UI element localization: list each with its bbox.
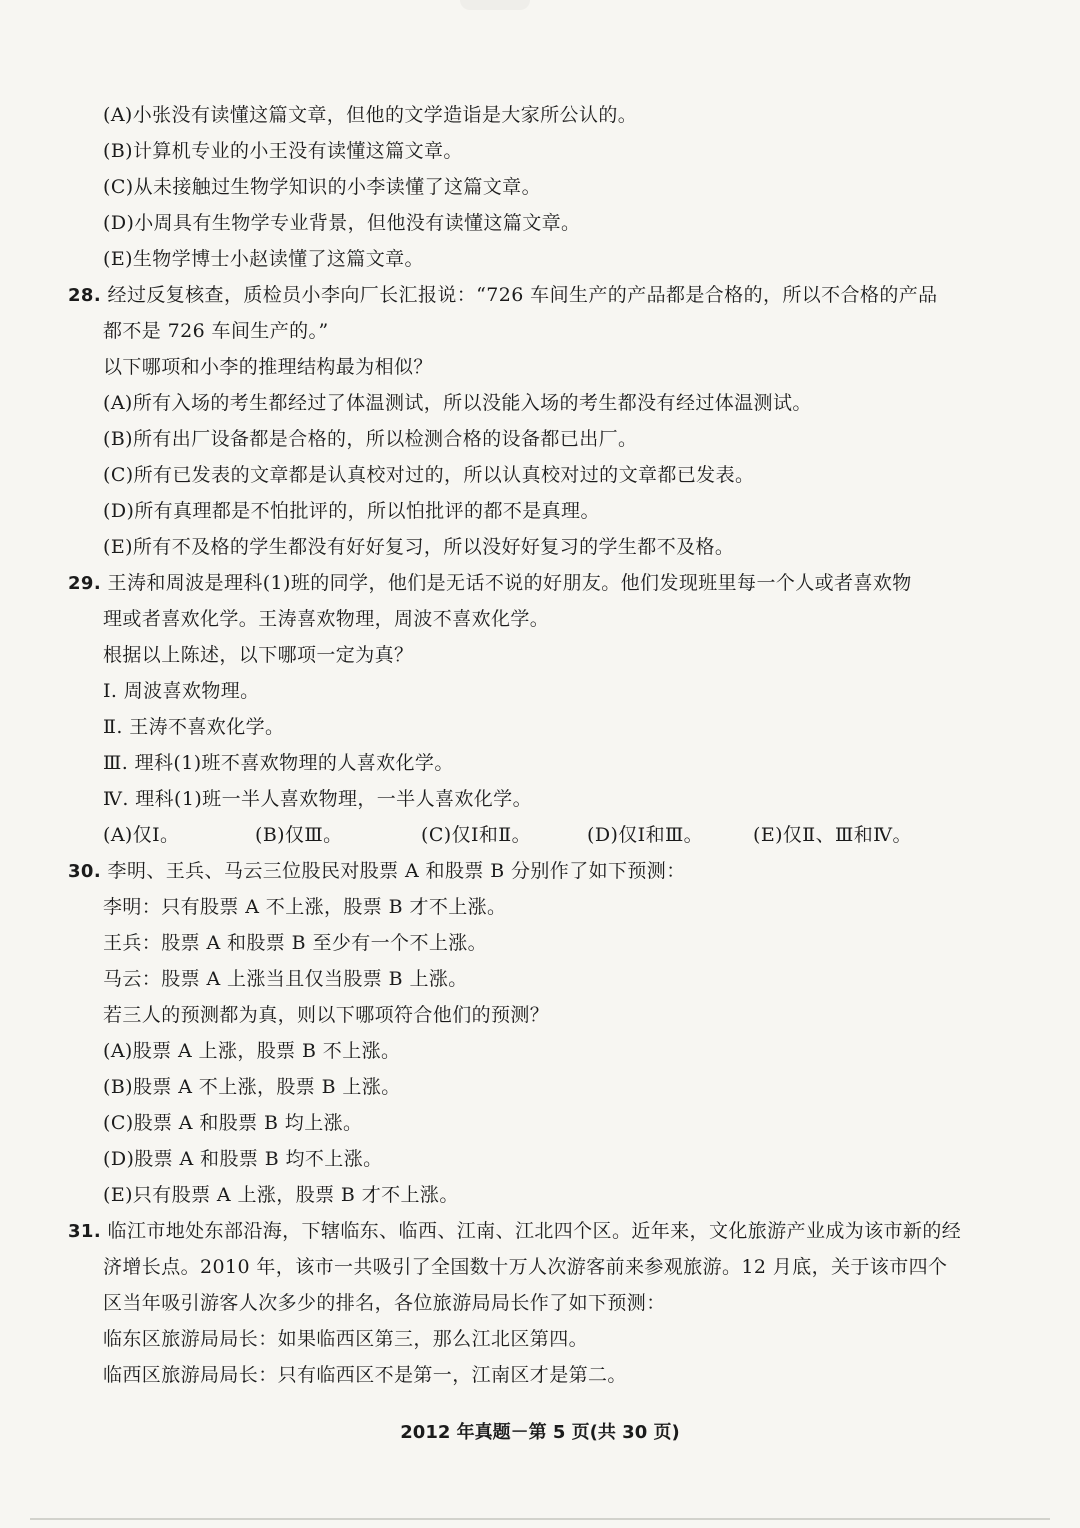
q30-option-d: (D)股票 A 和股票 B 均不上涨。 [103,1148,383,1170]
scan-smudge [460,0,530,10]
q29-stem-line-2: 理或者喜欢化学。王涛喜欢物理，周波不喜欢化学。 [103,608,550,630]
q30-prediction-2: 王兵：股票 A 和股票 B 至少有一个不上涨。 [103,932,488,954]
q28-option-c: (C)所有已发表的文章都是认真校对过的，所以认真校对过的文章都已发表。 [103,464,755,486]
q30-question: 若三人的预测都为真，则以下哪项符合他们的预测？ [103,1004,550,1026]
q30-option-e: (E)只有股票 A 上涨，股票 B 才不上涨。 [103,1184,459,1206]
q28-option-d: (D)所有真理都是不怕批评的，所以怕批评的都不是真理。 [103,500,600,522]
q31-prediction-1: 临东区旅游局局长：如果临西区第三，那么江北区第四。 [103,1328,589,1350]
q28-option-b: (B)所有出厂设备都是合格的，所以检测合格的设备都已出厂。 [103,428,638,450]
q31-stem-line-2: 济增长点。2010 年，该市一共吸引了全国数十万人次游客前来参观旅游。12 月底，关于该市四个 [103,1256,948,1278]
q28-question: 以下哪项和小李的推理结构最为相似？ [103,356,433,378]
q27-option-b: (B)计算机专业的小王没有读懂这篇文章。 [103,140,463,162]
page-footer: 2012 年真题－第 5 页(共 30 页) [400,1422,680,1443]
q29-number: 29. [68,573,102,594]
q30-stem-line-1 [68,856,686,887]
q31-stem-line-3: 区当年吸引游客人次多少的排名，各位旅游局局长作了如下预测： [103,1292,666,1314]
q28-option-a: (A)所有入场的考生都经过了体温测试，所以没能入场的考生都没有经过体温测试。 [103,392,812,414]
q28-stem-line-1 [68,280,938,311]
q27-option-a: (A)小张没有读懂这篇文章，但他的文学造诣是大家所公认的。 [103,104,638,126]
q31-prediction-2: 临西区旅游局局长：只有临西区不是第一，江南区才是第二。 [103,1364,627,1386]
q30-option-b: (B)股票 A 不上涨，股票 B 上涨。 [103,1076,401,1098]
q29-statement-3: Ⅲ. 理科(1)班不喜欢物理的人喜欢化学。 [103,752,454,774]
q30-number: 30. [68,861,102,882]
q29-statement-4: Ⅳ. 理科(1)班一半人喜欢物理，一半人喜欢化学。 [103,788,532,810]
q30-stem-text-1: 李明、王兵、马云三位股民对股票 A 和股票 B 分别作了如下预测： [107,860,686,882]
q29-question: 根据以上陈述，以下哪项一定为真？ [103,644,414,666]
scan-edge-line [30,1518,1050,1520]
q30-option-a: (A)股票 A 上涨，股票 B 不上涨。 [103,1040,401,1062]
q29-option-b: (B)仅Ⅲ。 [255,824,343,846]
q30-option-c: (C)股票 A 和股票 B 均上涨。 [103,1112,363,1134]
q30-prediction-3: 马云：股票 A 上涨当且仅当股票 B 上涨。 [103,968,468,990]
q29-stem-line-1 [68,568,912,599]
q28-option-e: (E)所有不及格的学生都没有好好复习，所以没好好复习的学生都不及格。 [103,536,735,558]
q28-stem-line-2: 都不是 726 车间生产的。” [103,320,329,342]
q29-option-e: (E)仅Ⅱ、Ⅲ和Ⅳ。 [753,824,912,846]
q29-stem-text-1: 王涛和周波是理科(1)班的同学，他们是无话不说的好朋友。他们发现班里每一个人或者喜欢物 [107,572,912,594]
q31-stem-text-1: 临江市地处东部沿海，下辖临东、临西、江南、江北四个区。近年来，文化旅游产业成为该市新的经 [107,1220,962,1242]
q28-stem-text-1: 经过反复核查，质检员小李向厂长汇报说：“726 车间生产的产品都是合格的，所以不合格的产品 [107,284,938,306]
q28-number: 28. [68,285,102,306]
q31-stem-line-1 [68,1216,961,1247]
q27-option-c: (C)从未接触过生物学知识的小李读懂了这篇文章。 [103,176,541,198]
q30-prediction-1: 李明：只有股票 A 不上涨，股票 B 才不上涨。 [103,896,507,918]
q31-number: 31. [68,1221,102,1242]
q27-option-e: (E)生物学博士小赵读懂了这篇文章。 [103,248,424,270]
q27-option-d: (D)小周具有生物学专业背景，但他没有读懂这篇文章。 [103,212,581,234]
q29-statement-1: Ⅰ. 周波喜欢物理。 [103,680,260,702]
q29-statement-2: Ⅱ. 王涛不喜欢化学。 [103,716,285,738]
q29-option-a: (A)仅Ⅰ。 [103,824,180,846]
q29-option-c: (C)仅Ⅰ和Ⅱ。 [421,824,531,846]
q29-option-d: (D)仅Ⅰ和Ⅲ。 [587,824,704,846]
